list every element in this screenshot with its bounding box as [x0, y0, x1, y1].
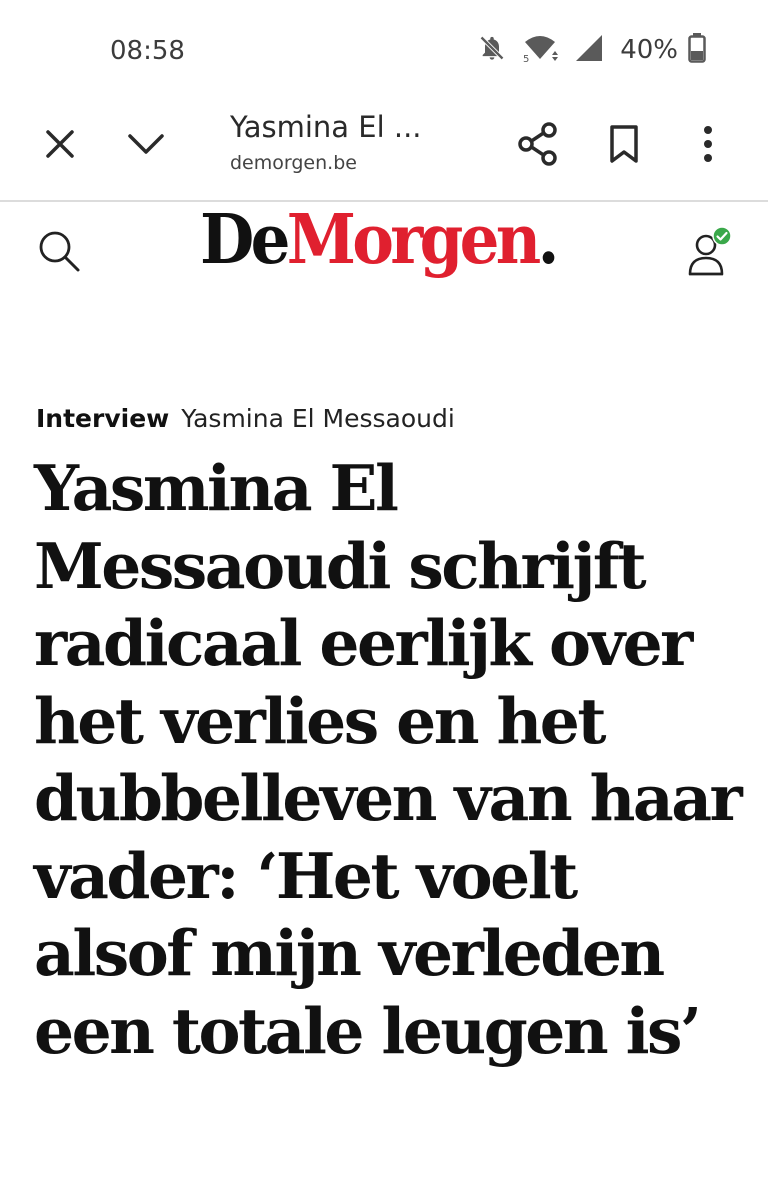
article-headline: Yasmina El Messaoudi schrijft radicaal eerlijk over het verlies en het dubbelleven van haar vader: ‘Het voelt alsof mijn verleden een totale leugen is’ [34, 451, 741, 1068]
logo-dot: . [537, 200, 556, 280]
share-icon [517, 122, 559, 170]
chevron-down-icon [126, 131, 166, 161]
signal-icon [574, 33, 604, 67]
minimize-tab-button[interactable] [118, 118, 174, 174]
status-bar [0, 0, 768, 96]
battery-percentage: 40% [620, 35, 678, 65]
article-author[interactable]: Yasmina El Messaoudi [181, 404, 455, 433]
more-vert-icon [702, 125, 714, 167]
battery-icon [688, 33, 706, 67]
verified-badge-icon [712, 226, 732, 250]
tab-url: demorgen.be [230, 152, 357, 174]
account-button[interactable] [686, 228, 736, 278]
search-icon [36, 259, 82, 278]
site-logo[interactable] [200, 200, 556, 280]
user-icon [686, 261, 732, 280]
svg-text:5: 5 [523, 54, 530, 63]
article-kicker [36, 404, 455, 433]
tab-title: Yasmina El ... [230, 110, 422, 144]
logo-de: De [200, 200, 287, 280]
status-time: 08:58 [110, 36, 185, 66]
close-icon [43, 127, 77, 165]
bookmark-icon [608, 124, 640, 168]
bell-off-icon [478, 34, 506, 66]
logo-morgen: Morgen [286, 200, 538, 280]
more-options-button[interactable] [680, 118, 736, 174]
bookmark-button[interactable] [596, 118, 652, 174]
status-icons [478, 33, 706, 67]
wifi-icon [522, 33, 558, 67]
article-category[interactable]: Interview [36, 404, 170, 433]
close-tab-button[interactable] [32, 118, 88, 174]
search-button[interactable] [36, 228, 86, 278]
share-button[interactable] [510, 118, 566, 174]
